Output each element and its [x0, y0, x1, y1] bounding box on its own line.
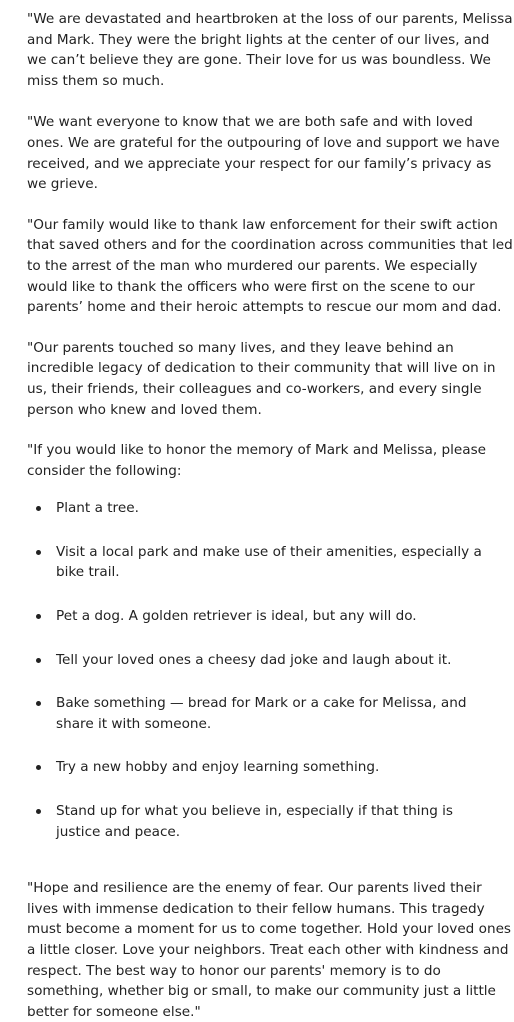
list-item	[27, 693, 496, 734]
bullet-icon	[36, 614, 41, 619]
paragraph: "We are devastated and heartbroken at the loss of our parents, Melissa and Mark. They were the bright lights at the center of our lives, and we can’t believe they are gone. Their love for us was boundless. We miss them so much.	[27, 11, 513, 89]
paragraph: "If you would like to honor the memory of Mark and Melissa, please consider the following:	[27, 442, 487, 479]
list-item-text: Plant a tree.	[56, 500, 139, 517]
list-item	[27, 650, 496, 671]
bullet-icon	[36, 809, 41, 814]
list-item	[27, 542, 496, 583]
list-item-text: Pet a dog. A golden retriever is ideal, but any will do.	[56, 608, 417, 625]
bullet-icon	[36, 765, 41, 770]
paragraph: "Our family would like to thank law enforcement for their swift action that saved others and for the coordination across communities that led to the arrest of the man who murdered our parents. We especially would like to thank the officers who were first on the scene to our parents’ home and their heroic attempts to rescue our mom and dad.	[27, 216, 513, 316]
list-item-text: Stand up for what you believe in, especially if that thing is justice and peace.	[56, 803, 454, 840]
list-item	[27, 757, 496, 778]
list-item-text: Try a new hobby and enjoy learning something.	[56, 759, 380, 776]
list-item	[27, 801, 496, 842]
paragraph: "Our parents touched so many lives, and they leave behind an incredible legacy of dedication to their community that will live on in us, their friends, their colleagues and co-workers, and every single person who knew and loved them.	[27, 339, 496, 418]
bullet-icon	[36, 506, 41, 511]
bullet-icon	[36, 701, 41, 706]
list-item-text: Tell your loved ones a cheesy dad joke and laugh about it.	[56, 651, 452, 668]
list-item-text: Bake something — bread for Mark or a cake for Melissa, and share it with someone.	[56, 695, 467, 732]
paragraph: "We want everyone to know that we are both safe and with loved ones. We are grateful for the outpouring of love and support we have received, and we appreciate your respect for our family’s privacy as we grieve.	[27, 114, 500, 193]
statement-article	[27, 9, 513, 1022]
list-item	[27, 606, 496, 627]
list-item	[27, 498, 496, 519]
bullet-icon	[36, 550, 41, 555]
bullet-icon	[36, 658, 41, 663]
list-item-text: Visit a local park and make use of their amenities, especially a bike trail.	[56, 543, 482, 581]
honor-suggestions-list	[27, 498, 513, 842]
closing-paragraph: "Hope and resilience are the enemy of fear. Our parents lived their lives with immense dedication to their fellow humans. This tragedy must become a moment for us to come together. Hold your loved ones a little closer. Love your neighbors. Treat each other with kindness and respect. The best way to honor our parents' memory is to do something, whether big or small, to make our community just a little better for someone else."	[27, 880, 512, 1020]
